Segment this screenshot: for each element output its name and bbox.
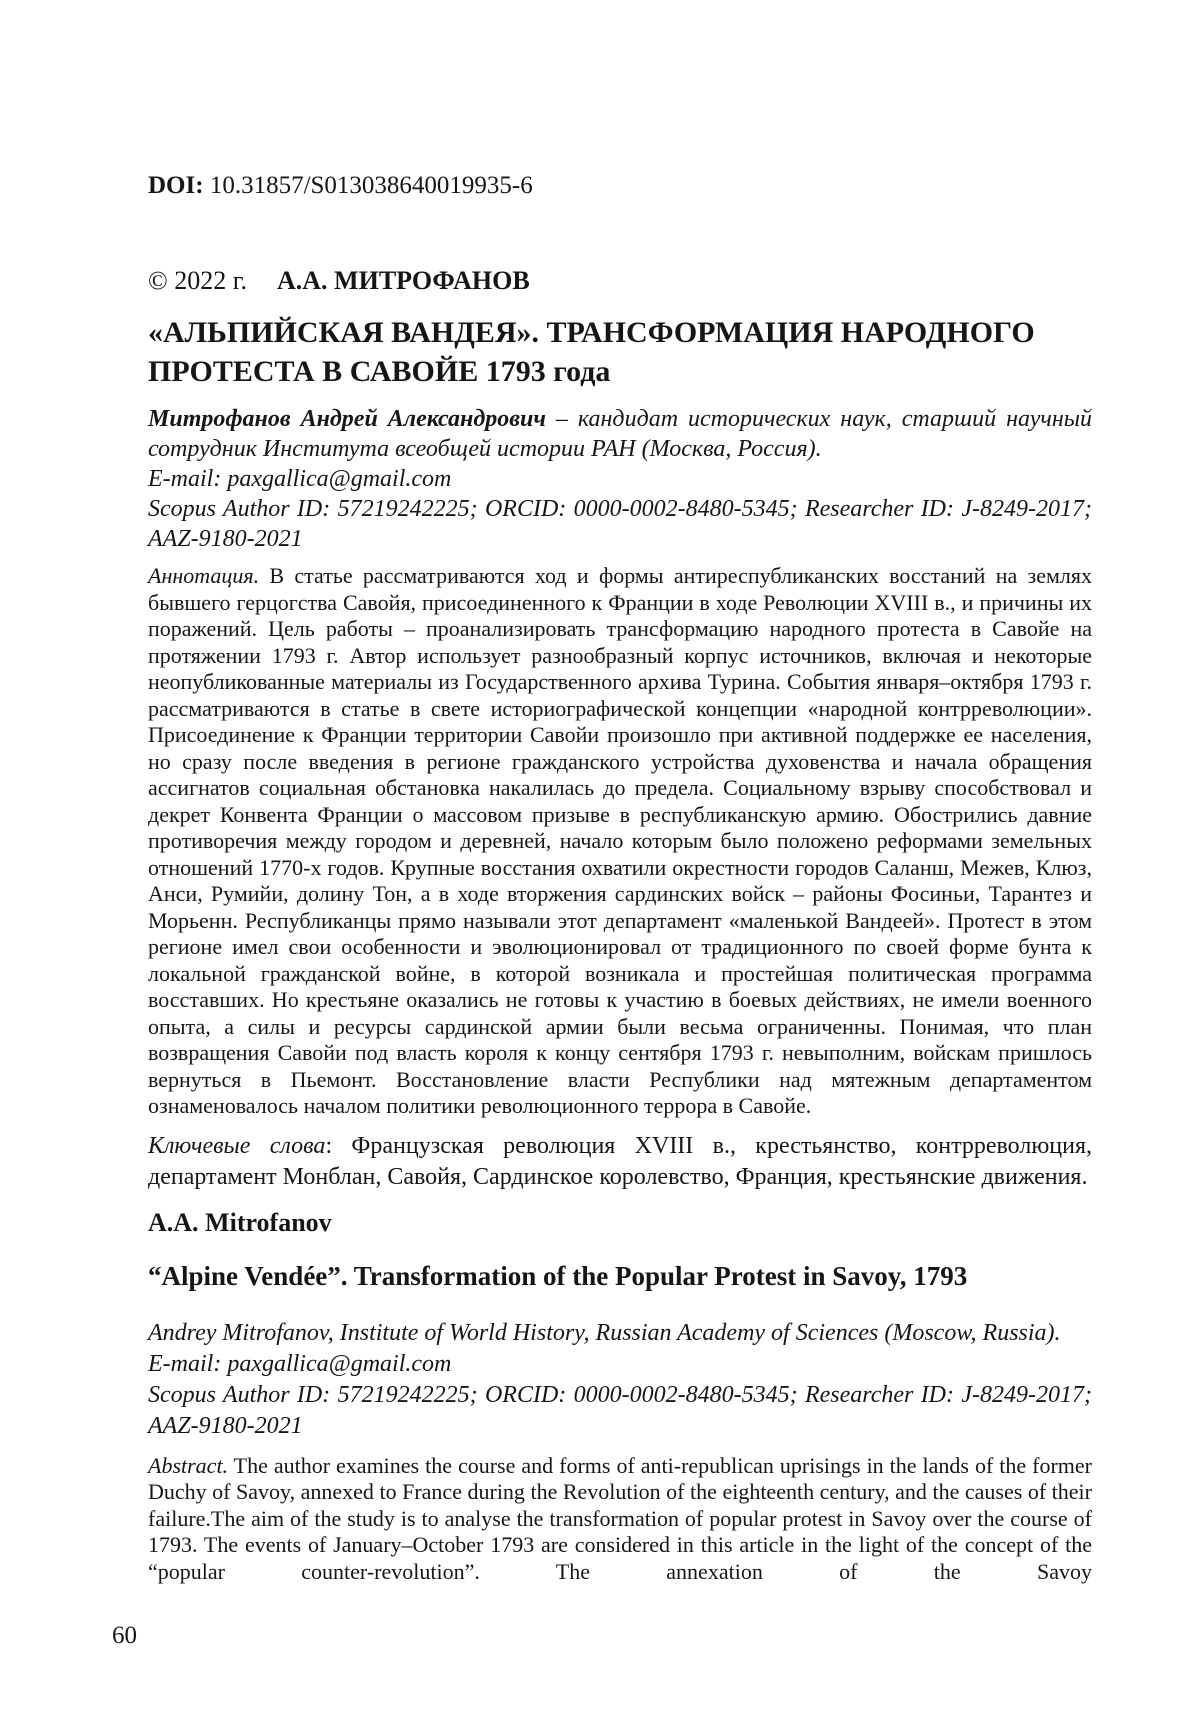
page-number: 60 (112, 1622, 137, 1649)
copyright-line (148, 264, 1092, 297)
doi-value: 10.31857/S013038640019935-6 (209, 172, 533, 199)
author-affiliation-ru (148, 404, 1092, 464)
abstract-ru (148, 563, 1092, 1120)
doi-line (148, 0, 1092, 202)
author-name-caps: А.А. МИТРОФАНОВ (277, 266, 530, 295)
author-info-ru (148, 404, 1092, 554)
author-ids-ru: Scopus Author ID: 57219242225; ORCID: 0000-0002-8480-5345; Researcher ID: J-8249-2017; AAZ-9180-2021 (148, 496, 1092, 552)
abstract-ru-text: В статье рассматриваются ход и формы антиреспубликанских восстаний на землях бывшего герцогства Савойя, присоединенного к Франции в ходе Революции XVIII в., и причины их поражений. Цель работы – проанализировать трансформацию народного протеста в Савойе на протяжении 1793 г. Автор использует разнообразный корпус источников, включая и некоторые неопубликованные материалы из Государственного архива Турина. События января–октября 1793 г. рассматриваются в статье в свете историографической концепции «народной контрреволюции». Присоединение к Франции территории Савойи произошло при активной поддержке ее населения, но сразу после введения в регионе гражданского устройства духовенства и начала обращения ассигнатов социальная обстановка накалилась до предела. Социальному взрыву способствовал и декрет Конвента Франции о массовом призыве в республиканскую армию. Обострились давние противоречия между городом и деревней, начало которым было положено реформами земельных отношений 1770-х годов. Крупные восстания охватили окрестности городов Саланш, Межев, Клюз, Анси, Румийи, долину Тон, а в ходе вторжения сардинских войск – районы Фосиньи, Тарантез и Морьенн. Республиканцы прямо называли этот департамент «маленькой Вандеей». Протест в этом регионе имел свои особенности и эволюционировал от традиционного по своей форме бунта к локальной гражданской войне, в которой возникала и простейшая политическая программа восставших. Но крестьяне оказались не готовы к участию в боевых действиях, не имели военного опыта, а силы и ресурсы сардинской армии были весьма ограниченны. Понимая, что план возвращения Савойи под власть короля к концу сентября 1793 г. невыполним, войскам пришлось вернуться в Пьемонт. Восстановление власти Республики над мятежным департаментом ознаменовалось началом политики революционного террора в Савойе. (148, 563, 1092, 1118)
article-title-ru: «АЛЬПИЙСКАЯ ВАНДЕЯ». ТРАНСФОРМАЦИЯ НАРОДНОГО ПРОТЕСТА В САВОЙЕ 1793 года (148, 316, 1035, 388)
author-info-en (148, 1318, 1092, 1442)
author-ids-en: Scopus Author ID: 57219242225; ORCID: 0000-0002-8480-5345; Researcher ID: J-8249-2017; AAZ-9180-2021 (148, 1381, 1092, 1439)
author-affiliation-en: Andrey Mitrofanov, Institute of World History, Russian Academy of Sciences (Moscow, Russia). (148, 1319, 1061, 1346)
page-content (148, 0, 1092, 1585)
author-name-en: A.A. Mitrofanov (148, 1207, 332, 1237)
abstract-en-text: The author examines the course and forms of anti-republican uprisings in the lands of the former Duchy of Savoy, annexed to France during the Revolution of the eighteenth century, and the causes of their failure.The aim of the study is to analyse the transformation of popular protest in Savoy over the course of 1793. The events of January–October 1793 are considered in this article in the light of the concept of the “popular counter-revolution”. The annexation of the Savoy (148, 1452, 1092, 1584)
author-degree-ru: – кандидат исторических наук, старший научный сотрудник Института всеобщей истории РАН (Москва, Россия). (148, 406, 1092, 462)
author-email-ru: E-mail: paxgallica@gmail.com (148, 466, 452, 492)
author-fullname-ru: Митрофанов Андрей Александрович (148, 406, 546, 432)
keywords-ru-text: : Французская революция XVIII в., крестьянство, контрреволюция, департамент Монблан, Савойя, Сардинское королевство, Франция, крестьянские движения. (148, 1132, 1092, 1190)
copyright-year: © 2022 г. (148, 266, 247, 295)
abstract-en (148, 1453, 1092, 1586)
keywords-ru-label: Ключевые слова (148, 1132, 326, 1159)
article-title-en: “Alpine Vendée”. Transformation of the Popular Protest in Savoy, 1793 (148, 1260, 968, 1291)
abstract-en-label: Abstract. (148, 1452, 229, 1478)
author-email-en: E-mail: paxgallica@gmail.com (148, 1350, 452, 1377)
abstract-ru-label: Аннотация. (148, 563, 260, 588)
keywords-ru (148, 1131, 1092, 1193)
doi-label: DOI: (148, 172, 204, 199)
